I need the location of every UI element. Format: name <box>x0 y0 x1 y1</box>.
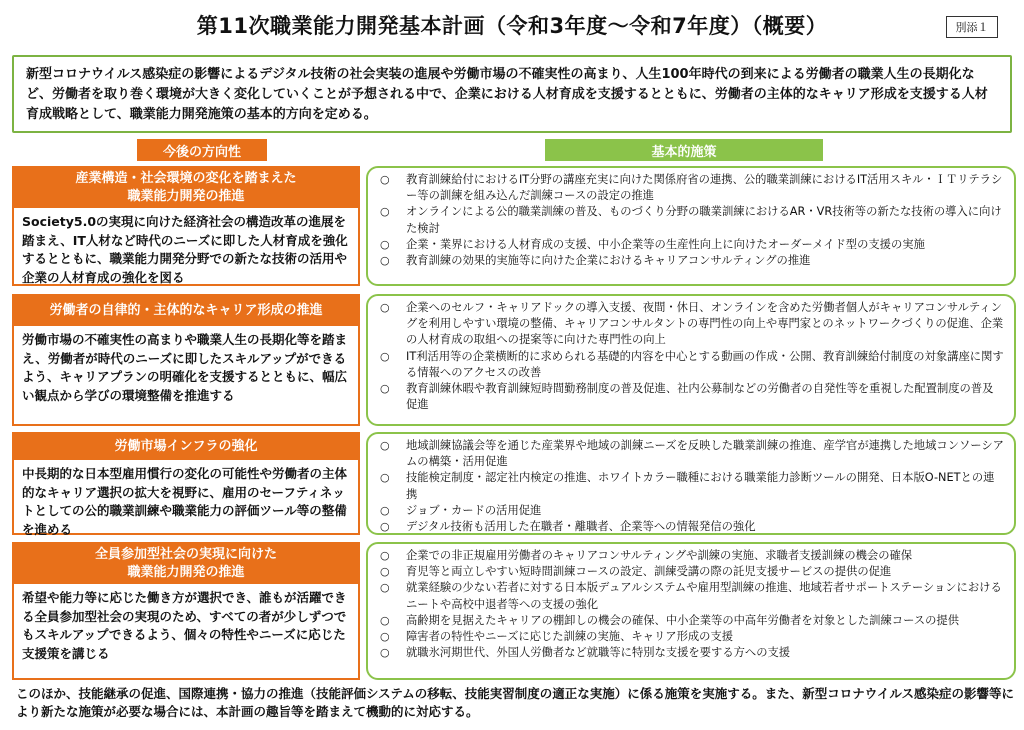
direction-title-3-line-1: 労働市場インフラの強化 <box>114 439 258 454</box>
measure-item: ○ 就業経験の少ない若者に対する日本版デュアルシステムや雇用型訓練の推進、地域若者サポートステーションにおけるニートや高校中退者等への支援の強化 <box>380 581 1002 611</box>
direction-body-4: 希望や能力等に応じた働き方が選択でき、誰もが活躍できる全員参加型社会の実現のため、すべての者が少しずつでもスキルアップできるよう、個々の特性やニーズに応じた支援策を講じる <box>22 590 347 661</box>
direction-box-4 <box>12 542 360 680</box>
circle-bullet-icon: ○ <box>380 254 390 268</box>
circle-bullet-icon: ○ <box>380 205 390 219</box>
circle-bullet-icon: ○ <box>380 237 390 251</box>
attachment-label: 別添１ <box>946 16 998 38</box>
measure-item: ○ 企業・業界における人材育成の支援、中小企業等の生産性向上に向けたオーダーメイド型の支援の実施 <box>378 237 1004 253</box>
measure-item: ○ 就職氷河期世代、外国人労働者など就職等に特別な支援を要する方への支援 <box>378 645 1004 661</box>
circle-bullet-icon: ○ <box>380 301 390 314</box>
circle-bullet-icon: ○ <box>380 349 390 363</box>
circle-bullet-icon: ○ <box>380 382 390 396</box>
measures-box-4 <box>366 542 1016 680</box>
circle-bullet-icon: ○ <box>380 471 390 485</box>
circle-bullet-icon: ○ <box>380 439 390 452</box>
measure-item: ○ 企業での非正規雇用労働者のキャリアコンサルティングや訓練の実施、求職者支援訓練の機会の確保 <box>378 548 1004 564</box>
direction-box-3 <box>12 432 360 535</box>
measure-item: ○ オンラインによる公的職業訓練の普及、ものづくり分野の職業訓練におけるAR・VR技術等の新たな技術の導入に向けた検討 <box>380 205 1002 235</box>
measure-item: ○ デジタル技術も活用した在職者・離職者、企業等への情報発信の強化 <box>378 519 1004 535</box>
measures-box-1 <box>366 166 1016 286</box>
measures-box-2 <box>366 294 1016 426</box>
header-direction: 今後の方向性 <box>137 139 267 161</box>
circle-bullet-icon: ○ <box>380 646 390 660</box>
header-measures: 基本的施策 <box>545 139 823 161</box>
circle-bullet-icon: ○ <box>380 503 390 517</box>
direction-body-2: 労働市場の不確実性の高まりや職業人生の長期化等を踏まえ、労働者が時代のニーズに即したスキルアップができるよう、キャリアプランの明確化を支援するとともに、幅広い観点から学びの環境整備を推進する <box>22 332 348 403</box>
direction-title-4-line-2: 職業能力開発の推進 <box>127 565 245 580</box>
measure-item: ○ 育児等と両立しやすい短時間訓練コースの設定、訓練受講の際の託児支援サービスの提供の促進 <box>378 564 1004 580</box>
circle-bullet-icon: ○ <box>380 565 390 579</box>
direction-title-1 <box>14 168 358 208</box>
measure-item: ○ 教育訓練の効果的実施等に向けた企業におけるキャリアコンサルティングの推進 <box>378 253 1004 269</box>
measure-item: ○ 技能検定制度・認定社内検定の推進、ホワイトカラー職種における職業能力診断ツールの開発、日本版O-NETとの連携 <box>380 471 995 501</box>
measure-item: ○ 企業へのセルフ・キャリアドックの導入支援、夜間・休日、オンラインを含めた労働者個人がキャリアコンサルティングを利用しやすい環境の整備、キャリアコンサルタントの専門性の向上や専門家とのネットワークづくりの促進、企業の人材育成の取組への提案等に向けた専門性の向上 <box>380 301 1004 347</box>
measure-item: ○ 地域訓練協議会等を通じた産業界や地域の訓練ニーズを反映した職業訓練の推進、産学官が連携した地域コンソーシアムの構築・活用促進 <box>380 439 1004 469</box>
measure-item: ○ 教育訓練休暇や教育訓練短時間勤務制度の普及促進、社内公募制などの労働者の自発性等を重視した配置制度の普及促進 <box>380 382 994 412</box>
direction-title-1-line-2: 職業能力開発の推進 <box>127 189 245 204</box>
direction-box-2 <box>12 294 360 426</box>
circle-bullet-icon: ○ <box>380 549 390 562</box>
direction-title-3 <box>14 434 358 460</box>
measure-item: ○ ジョブ・カードの活用促進 <box>378 503 1004 519</box>
direction-body-3: 中長期的な日本型雇用慣行の変化の可能性や労働者の主体的なキャリア選択の拡大を視野に、雇用のセーフティネットとしての公的職業訓練や職業能力の評価ツール等の整備を進める <box>22 466 348 537</box>
direction-body-1: Society5.0の実現に向けた経済社会の構造改革の進展を踏まえ、IT人材など時代のニーズに即した人材育成を強化するとともに、職業能力開発分野での新たな技術の活用や企業の人材育成の強化を図る <box>22 214 348 285</box>
direction-title-1-line-1: 産業構造・社会環境の変化を踏まえた <box>75 171 297 186</box>
circle-bullet-icon: ○ <box>380 613 390 627</box>
circle-bullet-icon: ○ <box>380 581 390 595</box>
measure-item: ○ 障害者の特性やニーズに応じた訓練の実施、キャリア形成の支援 <box>378 629 1004 645</box>
direction-title-2 <box>14 296 358 326</box>
direction-box-1 <box>12 166 360 286</box>
measure-item: ○ 教育訓練給付におけるIT分野の講座充実に向けた関係府省の連携、公的職業訓練におけるIT活用スキル・ＩＴリテラシー等の訓練を組み込んだ訓練コースの設定の推進 <box>380 173 1003 203</box>
intro-box: 新型コロナウイルス感染症の影響によるデジタル技術の社会実装の進展や労働市場の不確実性の高まり、人生100年時代の到来による労働者の職業人生の長期化など、労働者を取り巻く環境が大きく変化していくことが予想される中で、企業における人材育成を支援するとともに、労働者の主体的なキャリア形成を支援する人材育成戦略として、職業能力開発施策の基本的方向を定める。 <box>12 55 1012 133</box>
footer-note: このほか、技能継承の促進、国際連携・協力の推進（技能評価システムの移転、技能実習制度の適正な実施）に係る施策を実施する。また、新型コロナウイルス感染症の影響等により新たな施策が必要な場合には、本計画の趣旨等を踏まえて機動的に対応する。 <box>16 686 1015 719</box>
measure-item: ○ IT利活用等の企業横断的に求められる基礎的内容を中心とする動画の作成・公開、教育訓練給付制度の対象講座に関する情報へのアクセスの改善 <box>380 349 1004 379</box>
measure-item: ○ 高齢期を見据えたキャリアの棚卸しの機会の確保、中小企業等の中高年労働者を対象とした訓練コースの提供 <box>378 613 1004 629</box>
measures-box-3 <box>366 432 1016 535</box>
circle-bullet-icon: ○ <box>380 173 390 186</box>
page-title: 第11次職業能力開発基本計画（令和3年度～令和7年度）（概要） <box>196 14 828 38</box>
direction-title-4-line-1: 全員参加型社会の実現に向けた <box>94 547 277 562</box>
direction-title-4 <box>14 544 358 584</box>
circle-bullet-icon: ○ <box>380 630 390 644</box>
circle-bullet-icon: ○ <box>380 520 390 534</box>
direction-title-2-line-1: 労働者の自律的・主体的なキャリア形成の推進 <box>49 303 323 318</box>
